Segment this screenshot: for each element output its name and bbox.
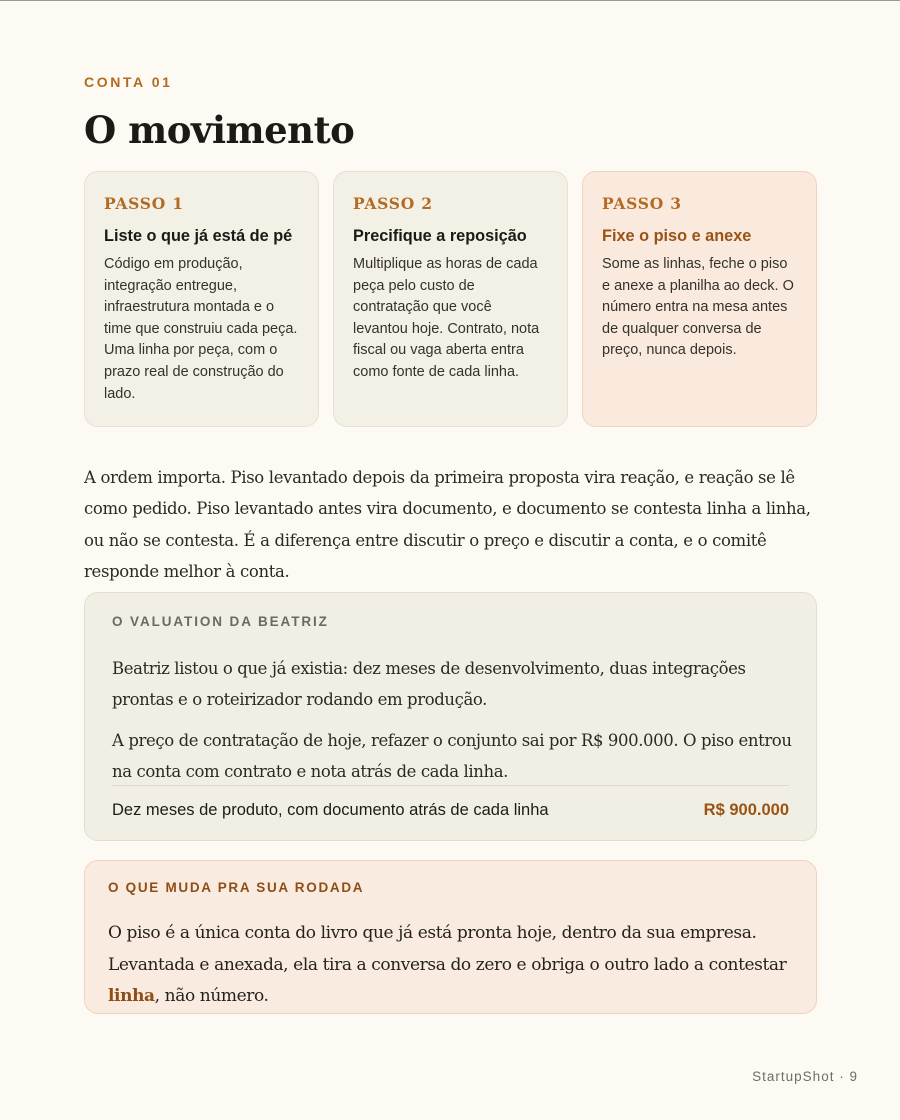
step-heading: Fixe o piso e anexe (602, 227, 752, 245)
footer-separator: · (839, 1069, 845, 1084)
callout-label: O QUE MUDA PRA SUA RODADA (108, 880, 365, 895)
callout-text-before: O piso é a única conta do livro que já está pronta hoje, dentro da sua empresa. Levantada e anexada, ela tira a conversa do zero e obriga o outro lado a contestar (108, 923, 787, 975)
step-card-3 (582, 171, 817, 427)
footer-brand: StartupShot (752, 1069, 835, 1084)
step-card-2 (333, 171, 568, 427)
steps-row (84, 171, 817, 427)
callout-emphasis: linha (108, 986, 155, 1006)
case-study-box (84, 592, 817, 841)
case-summary-label: Dez meses de produto, com documento atrás de cada linha (112, 801, 549, 819)
step-body: Some as linhas, feche o piso e anexe a planilha ao deck. O número entra na mesa antes de qualquer conversa de preço, nunca depois. (602, 256, 794, 359)
case-summary-value: R$ 900.000 (703, 801, 789, 819)
divider (112, 785, 789, 786)
step-heading: Liste o que já está de pé (104, 227, 293, 245)
step-body: Multiplique as horas de cada peça pelo custo de contratação que você levantou hoje. Contrato, nota fiscal ou vaga aberta entra como fonte de cada linha. (353, 256, 540, 380)
page-footer (752, 1069, 858, 1084)
step-body: Código em produção, integração entregue, infraestrutura montada e o time que construiu cada peça. Uma linha por peça, com o prazo real de construção do lado. (104, 256, 298, 402)
case-paragraph-2: A preço de contratação de hoje, refazer o conjunto sai por R$ 900.000. O piso entrou na conta com contrato e nota atrás de cada linha. (112, 730, 792, 781)
callout-text (108, 918, 798, 1013)
step-number: PASSO 3 (602, 194, 682, 213)
top-border (0, 0, 900, 1)
step-card-1 (84, 171, 319, 427)
body-paragraph: A ordem importa. Piso levantado depois da primeira proposta vira reação, e reação se lê como pedido. Piso levantado antes vira documento, e documento se contesta linha a linha, ou não se contesta. É a diferença entre discutir o preço e discutir a conta, e o comitê responde melhor à conta. (84, 467, 811, 581)
step-number: PASSO 1 (104, 194, 184, 213)
page-title: O movimento (84, 108, 355, 152)
callout-text-after: , não número. (154, 986, 269, 1006)
page-number: 9 (849, 1069, 858, 1084)
callout-box (84, 860, 817, 1014)
section-eyebrow: CONTA 01 (84, 74, 173, 90)
step-heading: Precifique a reposição (353, 227, 527, 245)
step-number: PASSO 2 (353, 194, 433, 213)
case-paragraph-1: Beatriz listou o que já existia: dez meses de desenvolvimento, duas integrações prontas e o roteirizador rodando em produção. (112, 658, 746, 709)
case-label: O VALUATION DA BEATRIZ (112, 614, 329, 629)
